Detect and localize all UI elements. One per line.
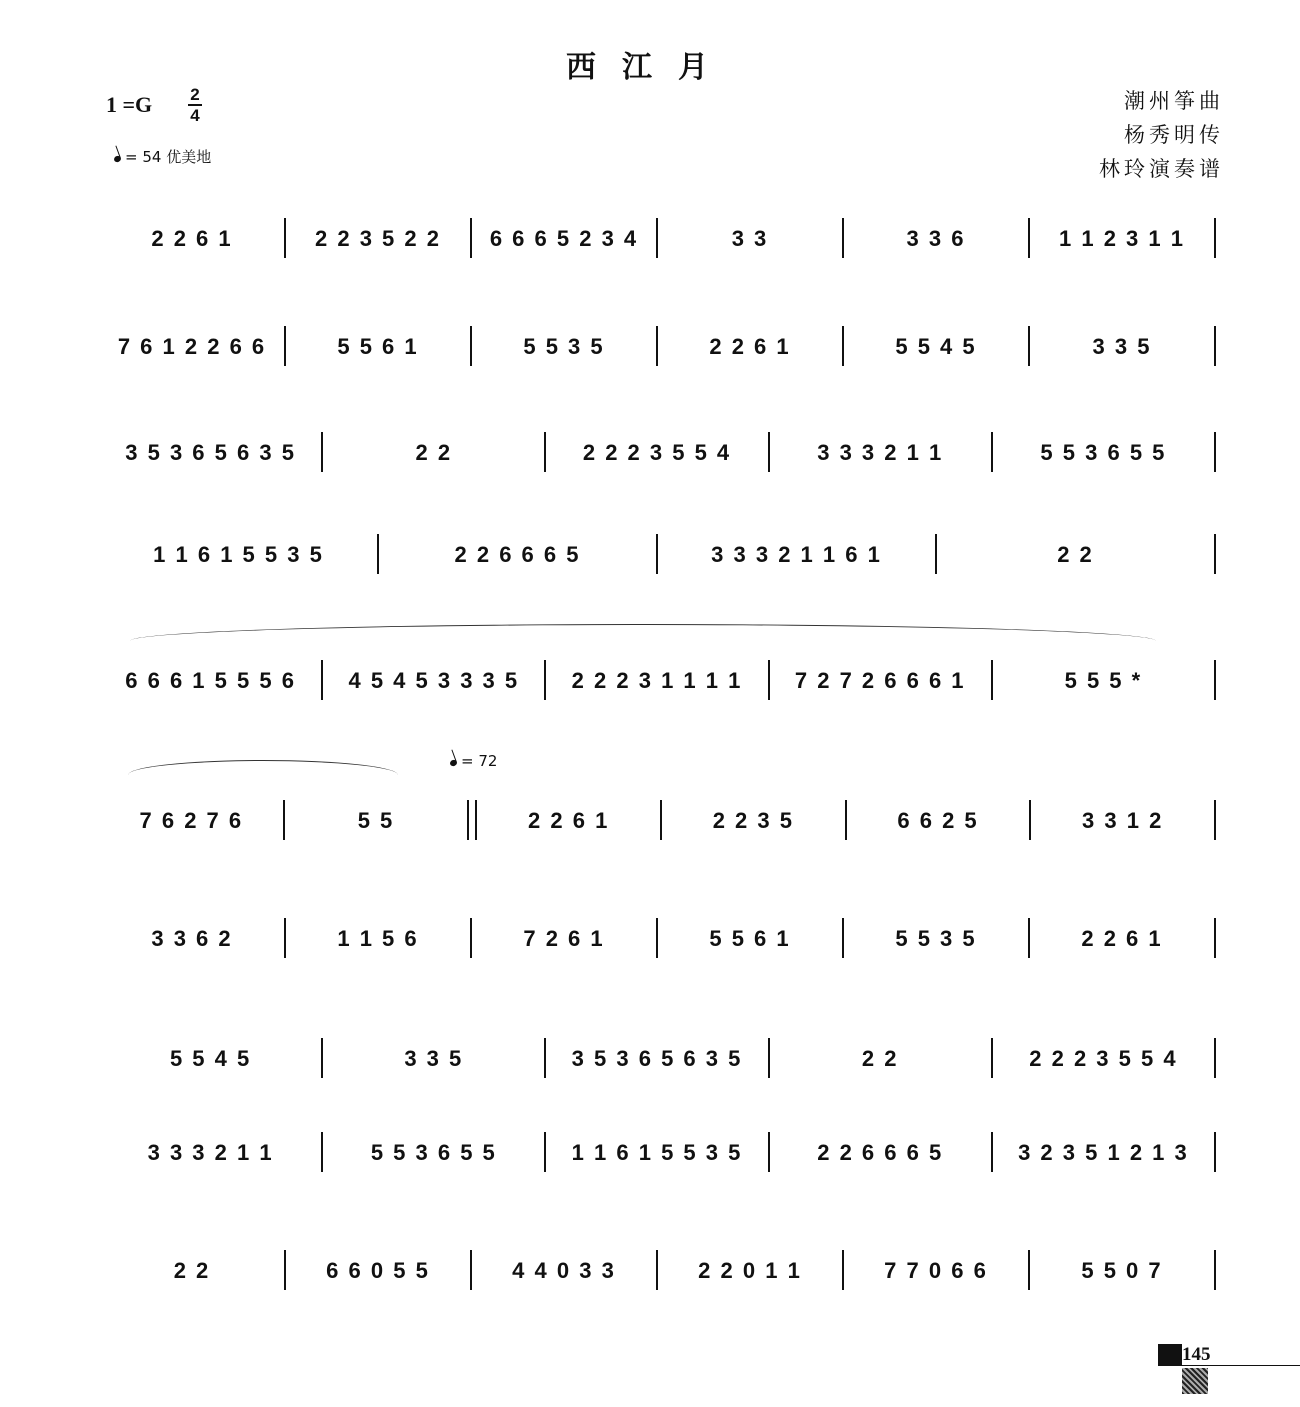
measure: 3 3 5 <box>1092 334 1152 359</box>
measure: 3 3 3 2 1 1 6 1 <box>711 542 882 567</box>
time-signature-top: 2 <box>190 85 200 104</box>
measure: 1 1 2 3 1 1 <box>1059 226 1185 251</box>
barline <box>656 918 658 958</box>
measure: 2 2 <box>861 1046 899 1071</box>
barline <box>284 218 286 258</box>
measure: 2 2 0 1 1 <box>698 1258 802 1283</box>
measure: 2 2 6 1 <box>528 808 610 833</box>
barline <box>1028 918 1030 958</box>
barline <box>470 326 472 366</box>
measure: 2 2 2 3 5 5 4 <box>1029 1046 1178 1071</box>
measure: 2 2 3 5 2 2 <box>315 226 441 251</box>
phrase-slur <box>130 624 1156 641</box>
barline <box>768 432 770 472</box>
measure: 1 1 6 1 5 5 3 5 <box>571 1140 743 1165</box>
measure: 3 3 6 2 <box>151 926 233 951</box>
measure: 7 6 1 2 2 6 6 <box>117 334 267 359</box>
barline <box>321 1132 323 1172</box>
barline <box>1214 1038 1216 1078</box>
score-system-7 <box>112 898 1228 958</box>
measure: 6 6 2 5 <box>897 808 979 833</box>
measure: 2 2 6 1 <box>151 226 233 251</box>
measure: 3 3 5 <box>404 1046 464 1071</box>
measure: 7 7 0 6 6 <box>884 1258 988 1283</box>
credits <box>1099 84 1224 186</box>
barline <box>842 918 844 958</box>
score-system-2 <box>112 306 1228 366</box>
double-barline <box>467 800 477 840</box>
measure: 2 2 <box>1057 542 1094 567</box>
barline <box>1028 1250 1030 1290</box>
measure: 3 5 3 6 5 6 3 5 <box>125 440 296 465</box>
barline <box>768 660 770 700</box>
measure: 5 5 5 * <box>1064 668 1143 693</box>
measure: 2 2 3 5 <box>712 808 794 833</box>
measure: 1 1 6 1 5 5 3 5 <box>153 542 324 567</box>
barline <box>470 918 472 958</box>
barline <box>284 326 286 366</box>
measure: 1 1 5 6 <box>337 926 419 951</box>
barline <box>1028 326 1030 366</box>
barline <box>544 1132 546 1172</box>
tempo-marking-2: = 72 <box>450 752 497 770</box>
page-corner-pattern <box>1182 1368 1208 1394</box>
measure: 4 4 0 3 3 <box>512 1258 616 1283</box>
barline <box>656 326 658 366</box>
barline <box>284 1250 286 1290</box>
measure: 5 5 4 5 <box>895 334 977 359</box>
score-system-3 <box>112 412 1228 472</box>
barline <box>991 660 993 700</box>
measure: 7 2 7 2 6 6 6 1 <box>794 668 966 693</box>
credit-transmitter: 杨秀明传 <box>1124 123 1224 147</box>
measure: 2 2 2 3 1 1 1 1 <box>571 668 743 693</box>
measure: 6 6 6 1 5 5 5 6 <box>125 668 296 693</box>
barline <box>544 1038 546 1078</box>
measure: 2 2 6 6 6 5 <box>817 1140 944 1165</box>
quarter-note-icon <box>113 155 122 163</box>
score-system-9 <box>112 1112 1228 1172</box>
measure: 3 3 <box>731 226 769 251</box>
measure: 5 5 4 5 <box>169 1046 252 1071</box>
barline <box>1214 326 1216 366</box>
barline <box>1214 660 1216 700</box>
barline <box>1214 1250 1216 1290</box>
measure: 6 6 6 5 2 3 4 <box>489 226 639 251</box>
phrase-slur <box>128 760 398 775</box>
time-signature <box>188 86 202 124</box>
measure: 5 5 <box>357 808 395 833</box>
key-signature: 1 =G <box>106 92 153 117</box>
barline <box>544 660 546 700</box>
score-system-6 <box>112 780 1228 840</box>
measure: 5 5 3 5 <box>895 926 977 951</box>
measure: 7 6 2 7 6 <box>139 808 244 833</box>
page-corner-block <box>1158 1344 1182 1366</box>
measure: 3 3 6 <box>906 226 966 251</box>
barline <box>470 218 472 258</box>
barline <box>321 1038 323 1078</box>
barline <box>656 534 658 574</box>
barline <box>321 660 323 700</box>
measure: 3 3 1 2 <box>1082 808 1164 833</box>
credit-transcriber: 林玲演奏谱 <box>1099 157 1224 181</box>
barline <box>768 1038 770 1078</box>
barline <box>1214 800 1216 840</box>
measure: 5 5 3 6 5 5 <box>1040 440 1167 465</box>
barline <box>1214 1132 1216 1172</box>
barline <box>1214 534 1216 574</box>
measure: 5 5 6 1 <box>337 334 419 359</box>
measure: 2 2 6 1 <box>1081 926 1163 951</box>
barline <box>283 800 285 840</box>
measure: 5 5 0 7 <box>1081 1258 1163 1283</box>
score-system-1 <box>112 198 1228 258</box>
barline <box>768 1132 770 1172</box>
barline <box>377 534 379 574</box>
barline <box>1214 218 1216 258</box>
score-system-5 <box>112 640 1228 700</box>
measure: 3 5 3 6 5 6 3 5 <box>571 1046 743 1071</box>
page-number: 145 <box>1182 1344 1211 1365</box>
quarter-note-icon <box>449 759 458 767</box>
barline <box>656 218 658 258</box>
measure: 5 5 3 5 <box>523 334 605 359</box>
barline <box>845 800 847 840</box>
measure: 2 2 6 6 6 5 <box>454 542 581 567</box>
barline <box>1214 918 1216 958</box>
measure: 2 2 2 3 5 5 4 <box>582 440 732 465</box>
page-footer-rule <box>1158 1365 1300 1366</box>
barline <box>842 1250 844 1290</box>
measure: 2 2 6 1 <box>709 334 791 359</box>
score-system-8 <box>112 1018 1228 1078</box>
score-system-4 <box>112 514 1228 574</box>
measure: 6 6 0 5 5 <box>326 1258 430 1283</box>
barline <box>842 218 844 258</box>
barline <box>991 1132 993 1172</box>
barline <box>935 534 937 574</box>
barline <box>470 1250 472 1290</box>
measure: 3 3 3 2 1 1 <box>817 440 944 465</box>
barline <box>321 432 323 472</box>
barline <box>284 918 286 958</box>
measure: 2 2 <box>173 1258 211 1283</box>
measure: 5 5 3 6 5 5 <box>370 1140 497 1165</box>
barline <box>660 800 662 840</box>
barline <box>1028 218 1030 258</box>
barline <box>842 326 844 366</box>
measure: 3 3 3 2 1 1 <box>147 1140 274 1165</box>
score-title: 西江月 <box>566 50 734 85</box>
measure: 2 2 <box>415 440 453 465</box>
barline <box>991 1038 993 1078</box>
measure: 3 2 3 5 1 2 1 3 <box>1018 1140 1189 1165</box>
credit-genre: 潮州筝曲 <box>1124 89 1224 113</box>
barline <box>1029 800 1031 840</box>
barline <box>656 1250 658 1290</box>
barline <box>544 432 546 472</box>
measure: 5 5 6 1 <box>709 926 791 951</box>
measure: 4 5 4 5 3 3 3 5 <box>348 668 520 693</box>
score-system-10 <box>112 1230 1228 1290</box>
barline <box>991 432 993 472</box>
tempo-marking-1: = 54 优美地 <box>114 146 211 167</box>
barline <box>1214 432 1216 472</box>
measure: 7 2 6 1 <box>523 926 605 951</box>
time-signature-bottom: 4 <box>190 106 200 125</box>
